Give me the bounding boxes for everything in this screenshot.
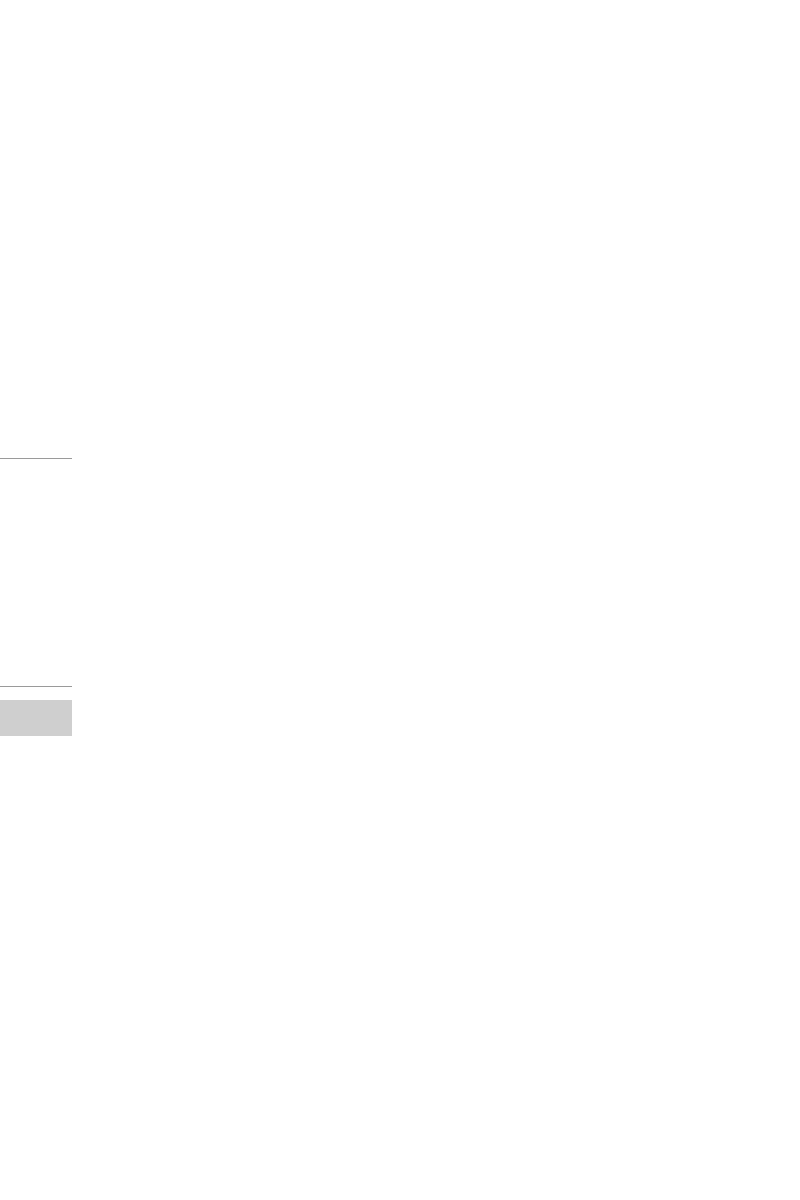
page-number [0, 700, 72, 736]
side-divider-bottom [0, 686, 72, 687]
side-divider-top [0, 458, 72, 459]
